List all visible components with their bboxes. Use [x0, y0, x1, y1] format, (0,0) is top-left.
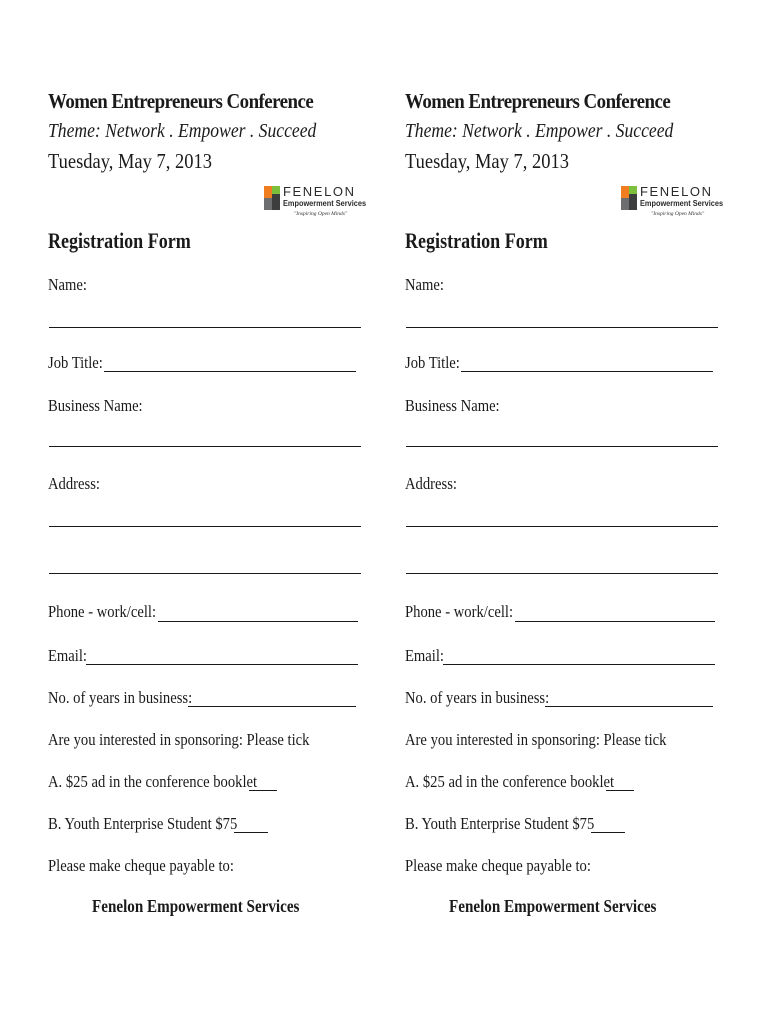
email-label: Email:	[405, 646, 444, 665]
fenelon-logo	[621, 184, 724, 230]
logo-name: FENELON	[283, 184, 356, 199]
conference-title: Women Entrepreneurs Conference	[48, 89, 314, 113]
conference-theme: Theme: Network . Empower . Succeed	[48, 120, 317, 142]
option-a-label: A. $25 ad in the conference booklet	[48, 772, 258, 791]
option-b-label: B. Youth Enterprise Student $75	[48, 814, 238, 833]
address-field-line-1[interactable]	[49, 526, 361, 527]
option-a-tick-field[interactable]	[249, 790, 277, 791]
conference-date: Tuesday, May 7, 2013	[48, 149, 212, 173]
option-a-label: A. $25 ad in the conference booklet	[405, 772, 615, 791]
option-b-tick-field[interactable]	[234, 832, 268, 833]
cheque-label: Please make cheque payable to:	[405, 856, 591, 875]
logo-tagline: "Inspiring Open Minds"	[651, 211, 705, 217]
form-title: Registration Form	[48, 228, 191, 253]
business-name-field[interactable]	[406, 446, 718, 447]
business-name-field[interactable]	[49, 446, 361, 447]
form-title: Registration Form	[405, 228, 548, 253]
option-b-label: B. Youth Enterprise Student $75	[405, 814, 595, 833]
name-label: Name:	[405, 275, 444, 294]
logo-subtitle: Empowerment Services	[283, 199, 367, 208]
conference-date: Tuesday, May 7, 2013	[405, 149, 569, 173]
phone-label: Phone - work/cell:	[48, 602, 157, 621]
job-title-label: Job Title:	[405, 353, 460, 372]
phone-field[interactable]	[515, 621, 715, 622]
sponsor-question: Are you interested in sponsoring: Please tick	[48, 730, 310, 749]
logo-subtitle: Empowerment Services	[640, 199, 724, 208]
address-label: Address:	[48, 474, 100, 493]
years-in-business-field[interactable]	[545, 706, 713, 707]
name-field[interactable]	[406, 327, 718, 328]
fenelon-logo-mark-icon	[621, 186, 637, 210]
fenelon-logo-mark-icon	[264, 186, 280, 210]
phone-field[interactable]	[158, 621, 358, 622]
registration-form-left	[48, 86, 367, 916]
conference-theme: Theme: Network . Empower . Succeed	[405, 120, 674, 142]
cheque-label: Please make cheque payable to:	[48, 856, 234, 875]
phone-label: Phone - work/cell:	[405, 602, 514, 621]
years-in-business-label: No. of years in business:	[405, 688, 550, 707]
job-title-label: Job Title:	[48, 353, 103, 372]
job-title-field[interactable]	[461, 371, 713, 372]
job-title-field[interactable]	[104, 371, 356, 372]
logo-tagline: "Inspiring Open Minds"	[294, 211, 348, 217]
name-field[interactable]	[49, 327, 361, 328]
address-field-line-1[interactable]	[406, 526, 718, 527]
years-in-business-field[interactable]	[188, 706, 356, 707]
sponsor-question: Are you interested in sponsoring: Please tick	[405, 730, 667, 749]
fenelon-logo	[264, 184, 367, 230]
business-name-label: Business Name:	[405, 396, 500, 415]
address-field-line-2[interactable]	[49, 573, 361, 574]
registration-form-right	[405, 86, 724, 916]
years-in-business-label: No. of years in business:	[48, 688, 193, 707]
payee-name: Fenelon Empowerment Services	[449, 896, 657, 916]
payee-name: Fenelon Empowerment Services	[92, 896, 300, 916]
option-a-tick-field[interactable]	[606, 790, 634, 791]
address-field-line-2[interactable]	[406, 573, 718, 574]
name-label: Name:	[48, 275, 87, 294]
email-field[interactable]	[86, 664, 358, 665]
address-label: Address:	[405, 474, 457, 493]
email-field[interactable]	[443, 664, 715, 665]
business-name-label: Business Name:	[48, 396, 143, 415]
conference-title: Women Entrepreneurs Conference	[405, 89, 671, 113]
option-b-tick-field[interactable]	[591, 832, 625, 833]
logo-name: FENELON	[640, 184, 713, 199]
email-label: Email:	[48, 646, 87, 665]
